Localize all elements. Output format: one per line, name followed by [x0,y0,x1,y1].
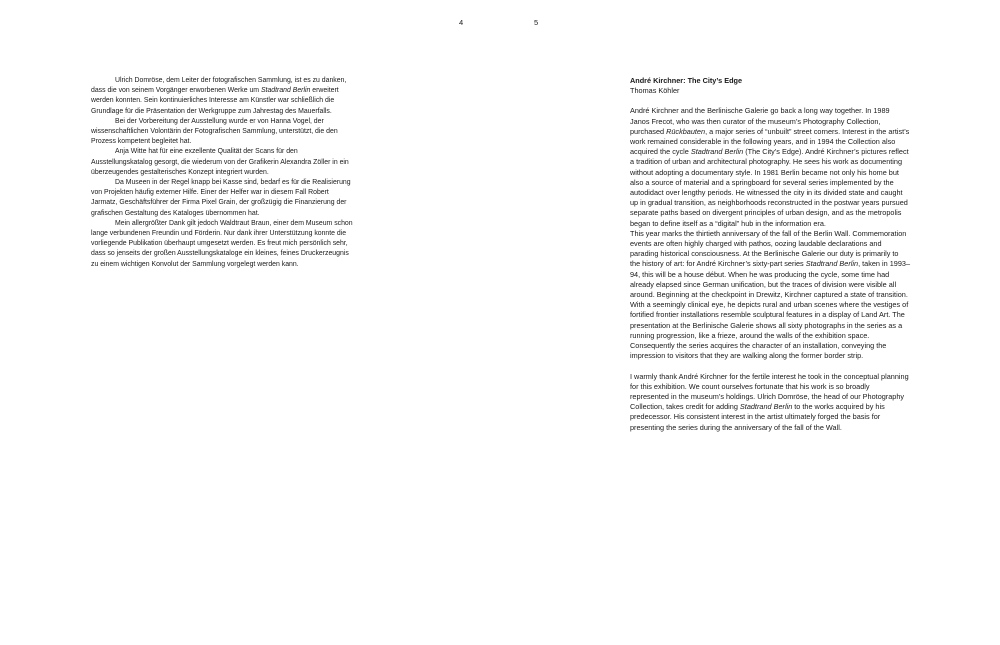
right-page-text [630,76,910,433]
article-title: André Kirchner: The City’s Edge [630,76,743,85]
left-paragraph: Da Museen in der Regel knapp bei Kasse sind, bedarf es für die Realisierung von Projekten häufig externer Hilfe. Einer der Helfer war in diesem Fall Robert Jarmatz, Geschäftsführer der Firma Pixel Grain, der großzügig die Finanzierung der grafischen Gestaltung des Kataloges übernommen hat. [91,179,351,217]
right-paragraph: André Kirchner and the Berlinische Galerie go back a long way together. In 1989 Janos Frecot, who was then curator of the museum’s Photography Collection, purchased Rückbauten, a major series of “unbuilt” street corners. Interest in the artist’s work remained considerable in the following years, and in 1994 the Collection also acquired the cycle Stadtrand Berlin (The City’s Edge). André Kirchner’s pictures reflect a tradition of urban and architectural photography. He sees his work as documenting without adopting a documentary style. In 1981 Berlin became not only his home but also a source of material and a springboard for several series implemented by the autodidact over lengthy periods. He witnessed the city in its divided state and caught up in gradual transition, as neighborhoods reconstructed in the postwar years pursued separate paths based on divergent principles of urban design, and as the metropolis began to define itself as a “digital” hub in the information era. [630,106,910,228]
left-page-text [91,76,353,270]
page-number-right: 5 [534,18,539,27]
page-number-left: 4 [459,18,464,27]
article-author: Thomas Köhler [630,86,680,96]
left-paragraph: Anja Witte hat für eine exzellente Qualität der Scans für den Ausstellungskatalog gesorgt, die wiederum von der Grafikerin Alexandra Zöller in ein überzeugendes gestalterisches Konzept integriert wurden. [91,148,349,176]
left-paragraph: Ulrich Domröse, dem Leiter der fotografischen Sammlung, ist es zu danken, dass die von seinem Vorgänger erworbenen Werke um Stadtrand Berlin erweitert werden konnten. Sein kontinuierliches Interesse am Künstler war schließlich die Grundlage für die Präsentation der Werkgruppe zum Jahrestag des Mauerfalls. [91,77,347,115]
left-paragraph: Mein allergrößter Dank gilt jedoch Waldtraut Braun, einer dem Museum schon lange verbundenen Freundin und Förderin. Nur dank ihrer Unterstützung konnte die vorliegende Publikation überhaupt umgesetzt werden. Es freut mich persönlich sehr, dass so jenseits der großen Ausstellungskataloge ein kleines, feines Druckerzeugnis zu einem wichtigen Konvolut der Sammlung vorgelegt werden kann. [91,219,353,268]
right-paragraph: I warmly thank André Kirchner for the fertile interest he took in the conceptual planning for this exhibition. We count ourselves fortunate that his work is so broadly represented in the museum’s holdings. Ulrich Domröse, the head of our Photography Collection, takes credit for adding Stadtrand Berlin to the works acquired by his predecessor. His consistent interest in the artist ultimately forged the basis for presenting the series during the anniversary of the fall of the Wall. [630,371,909,432]
left-paragraph: Bei der Vorbereitung der Ausstellung wurde er von Hanna Vogel, der wissenschaftlichen Volontärin der Fotografischen Sammlung, unterstützt, die den Prozess kompetent begleitet hat. [91,117,338,146]
right-paragraph: This year marks the thirtieth anniversary of the fall of the Berlin Wall. Commemoration events are often highly charged with pathos, oozing laudable declarations and parading historical consciousness. At the Berlinische Galerie our duty is primarily to the history of art: for André Kirchner’s sixty-part series Stadtrand Berlin, taken in 1993–94, this will be a house début. When he was producing the cycle, some time had already elapsed since German unification, but the traces of division were visible all around. Beginning at the checkpoint in Drewitz, Kirchner captured a state of transition. With a seemingly clinical eye, he depicts rural and urban scenes where the vestiges of fortified frontier installations resemble sculptural features in a display of Land Art. The presentation at the Berlinische Galerie shows all sixty photographs in the series as a running progression, like a frieze, around the walls of the exhibition space. Consequently the series acquires the character of an installation, conveying the impression to visitors that they are walking along the former border strip. [630,228,911,361]
